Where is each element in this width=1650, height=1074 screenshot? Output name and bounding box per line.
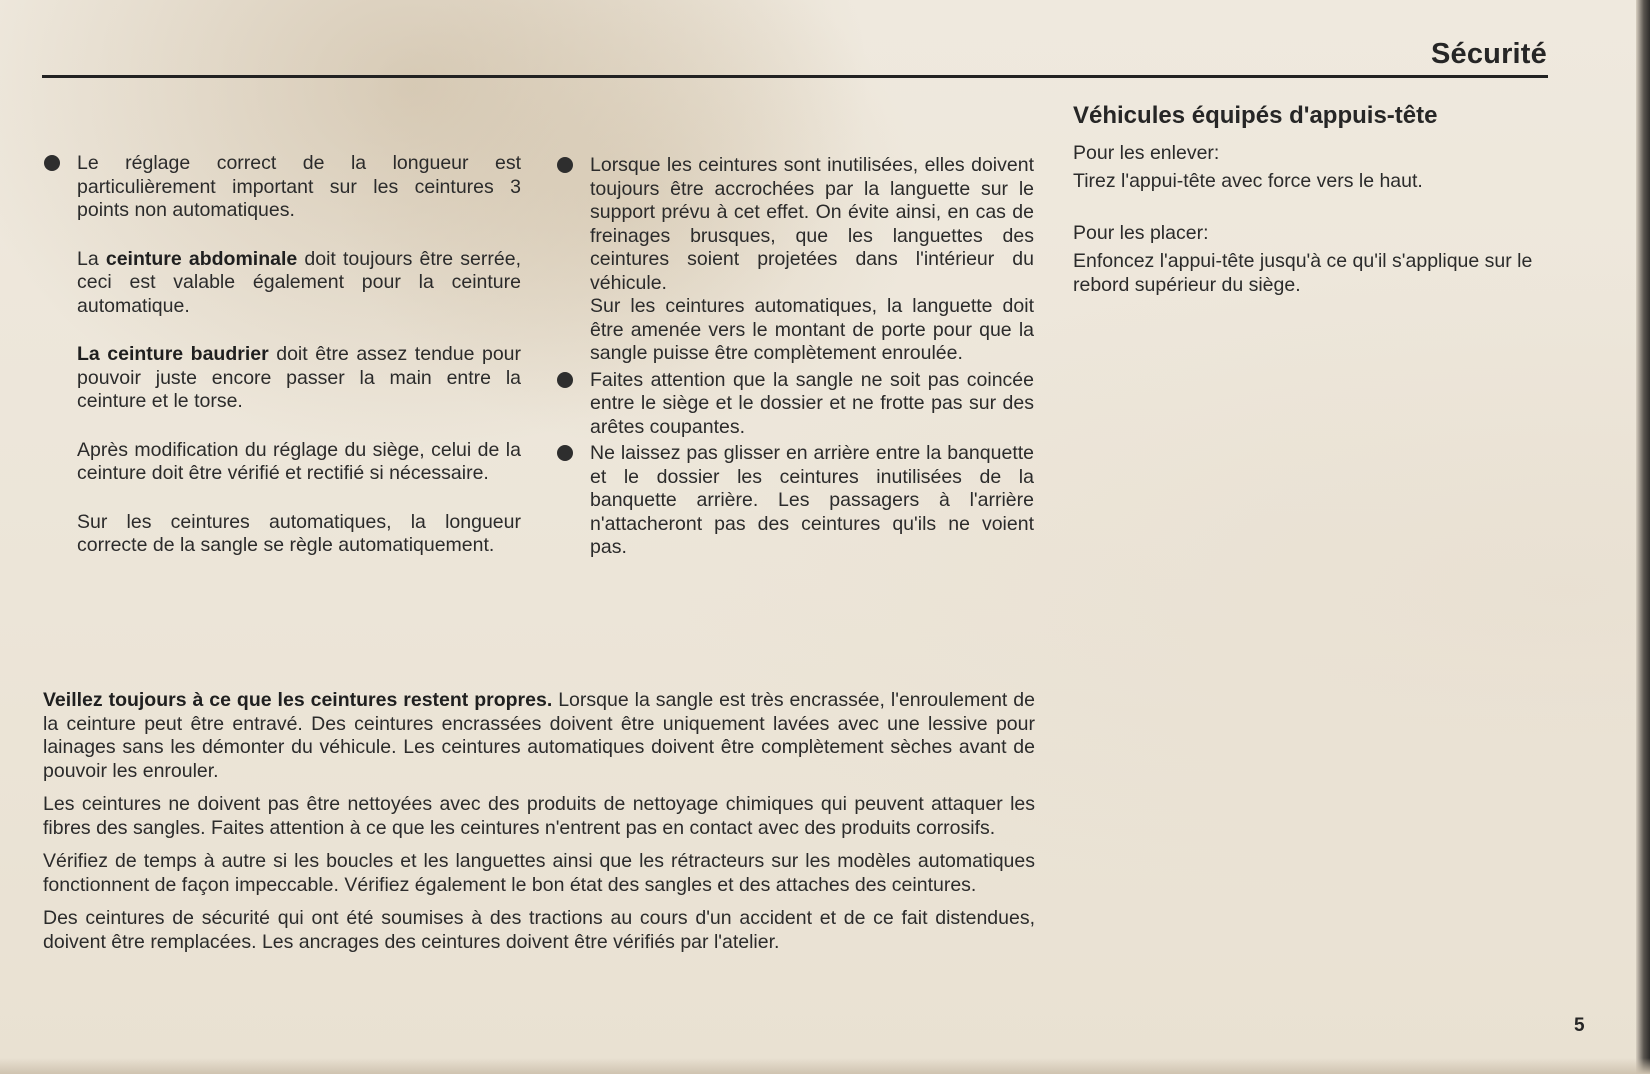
middle-bullet-1 [590,154,1034,366]
headrest-heading: Véhicules équipés d'appuis-tête [1073,102,1438,129]
middle-bullet-2-text: Faites attention que la sangle ne soit pas coincée entre le siège et le dossier et ne frotte pas sur des arêtes coupantes. [590,368,1034,438]
left-paragraph-3-rest: doit être assez tendue pour pouvoir juste encore passer la main entre la ceinture et le torse. [77,343,522,412]
bullet-icon [557,372,573,388]
bottom-paragraph-2: Les ceintures ne doivent pas être nettoyées avec des produits de nettoyage chimiques qui peuvent attaquer les fibres des sangles. Faites attention à ce que les ceintures n'entrent pas en contact avec des produits corrosifs. [43,793,1035,839]
middle-bullet-3-text: Ne laissez pas glisser en arrière entre la banquette et le dossier les ceintures inutilisées de la banquette arrière. Les passagers à l'arrière n'attacheront pas des ceintures qu'ils ne voient pas. [590,442,1034,558]
bottom-section [43,689,1035,964]
left-paragraph-3 [77,343,521,414]
place-label: Pour les placer: [1073,221,1209,244]
right-column [1073,104,1553,297]
bullet-icon [557,157,573,173]
remove-text: Tirez l'appui-tête avec force vers le haut. [1073,170,1423,192]
left-paragraph-2 [77,248,521,319]
left-paragraph-3-bold: La ceinture baudrier [77,343,269,365]
middle-bullet-1-text: Lorsque les ceintures sont inutilisées, elles doivent toujours être accrochées par la languette sur le support prévu à cet effet. On évite ainsi, en cas de freinages brusques, que les languettes des ceintures soient projetées dans l'intérieur du véhicule. [590,154,1034,294]
section-title: Sécurité [1430,38,1547,70]
remove-label: Pour les enlever: [1073,141,1220,164]
header-rule [42,75,1548,78]
left-column [77,152,521,583]
bottom-paragraph-1 [43,689,1035,783]
left-paragraph-5: Sur les ceintures automatiques, la longueur correcte de la sangle se règle automatiquement. [77,510,521,556]
middle-column [590,154,1034,563]
binding-edge [1636,0,1650,1074]
left-bullet-paragraph [77,152,521,223]
middle-bullet-1-continuation: Sur les ceintures automatiques, la languette doit être amenée vers le montant de porte pour que la sangle puisse être complètement enroulée. [590,295,1034,364]
page-number: 5 [1574,1015,1585,1036]
bottom-paragraph-1-rest: Lorsque la sangle est très encrassée, l'enroulement de la ceinture peut être entravé. Des ceintures encrassées doivent être uniquement lavées avec une lessive pour lainages sans les démonter du véhicule. Les ceintures automatiques doivent être complètement sèches avant de pouvoir les enrouler. [43,689,1035,782]
bullet-icon [557,445,573,461]
bottom-paragraph-1-bold: Veillez toujours à ce que les ceintures restent propres. [43,689,553,711]
left-paragraph-1: Le réglage correct de la longueur est particulièrement important sur les ceintures 3 points non automatiques. [77,152,521,221]
middle-bullet-3 [590,442,1034,560]
middle-bullet-2 [590,369,1034,440]
left-paragraph-2-rest: doit toujours être serrée, ceci est valable également pour la ceinture automatique. [77,247,521,317]
left-paragraph-4: Après modification du réglage du siège, celui de la ceinture doit être vérifié et rectifié si nécessaire. [77,438,521,484]
bottom-paragraph-4: Des ceintures de sécurité qui ont été soumises à des tractions au cours d'un accident et de ce fait distendues, doivent être remplacées. Les ancrages des ceintures doivent être vérifiés par l'atelier. [43,907,1035,953]
left-paragraph-2-prefix: La [77,247,106,270]
bullet-icon [44,155,60,171]
bottom-paragraph-3: Vérifiez de temps à autre si les boucles et les languettes ainsi que les rétracteurs sur les modèles automatiques fonctionnent de façon impeccable. Vérifiez également le bon état des sangles et des attaches des ceintures. [43,850,1035,896]
place-text: Enfoncez l'appui-tête jusqu'à ce qu'il s'applique sur le rebord supérieur du siège. [1073,250,1533,296]
left-paragraph-2-bold: ceinture abdominale [105,247,298,270]
